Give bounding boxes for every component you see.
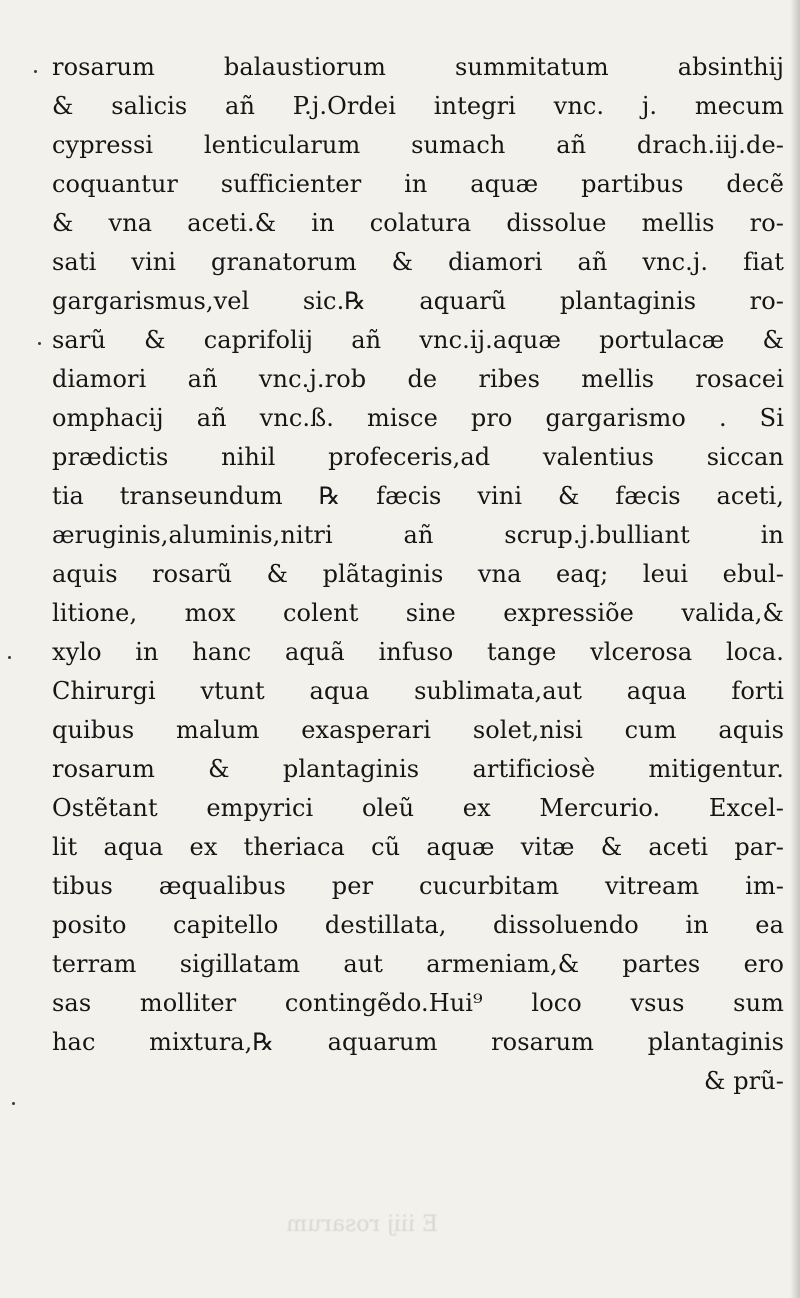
ink-speck <box>38 342 41 345</box>
ink-speck <box>12 1102 15 1105</box>
text-line: posito capitello destillata, dissoluendo in ea <box>52 911 784 939</box>
text-line: tia transeundum ℞ fæcis vini & fæcis aceti, <box>52 482 784 510</box>
text-line: rosarum & plantaginis artificiosè mitigentur. <box>52 755 784 783</box>
text-line: sas molliter contingẽdo.Hui⁹ loco vsus sum <box>52 989 784 1017</box>
page-edge-shadow <box>790 0 800 1298</box>
text-line: hac mixtura,℞ aquarum rosarum plantaginis <box>52 1028 784 1056</box>
bleed-through-text: E iiij rosarum <box>286 1212 438 1237</box>
text-line: terram sigillatam aut armeniam,& partes ero <box>52 950 784 978</box>
text-line: æruginis,aluminis,nitri añ scrup.j.bulliant in <box>52 521 784 549</box>
text-line: aquis rosarũ & plãtaginis vna eaq; leui ebul- <box>52 560 784 588</box>
text-block <box>52 48 784 1101</box>
text-line: lit aqua ex theriaca cũ aquæ vitæ & aceti par- <box>52 833 784 861</box>
text-line: prædictis nihil profeceris,ad valentius siccan <box>52 443 784 471</box>
text-line: rosarum balaustiorum summitatum absinthij <box>52 53 784 81</box>
text-line: omphacij añ vnc.ß. misce pro gargarismo . Si <box>52 404 784 432</box>
catchword-line: & prũ- <box>704 1067 784 1095</box>
text-line: sarũ & caprifolij añ vnc.ij.aquæ portulacæ & <box>52 326 784 354</box>
text-line: Ostẽtant empyrici oleũ ex Mercurio. Excel- <box>52 794 784 822</box>
text-line: & salicis añ P.j.Ordei integri vnc. j. mecum <box>52 92 784 120</box>
text-line: litione, mox colent sine expressiõe valida,& <box>52 599 784 627</box>
text-line: diamori añ vnc.j.rob de ribes mellis rosacei <box>52 365 784 393</box>
text-line: sati vini granatorum & diamori añ vnc.j. fiat <box>52 248 784 276</box>
text-line: tibus æqualibus per cucurbitam vitream im- <box>52 872 784 900</box>
text-line: cypressi lenticularum sumach añ drach.iij.de- <box>52 131 784 159</box>
ink-speck <box>34 70 37 73</box>
ink-speck <box>8 656 11 659</box>
text-line: gargarismus,vel sic.℞ aquarũ plantaginis ro- <box>52 287 784 315</box>
text-line: xylo in hanc aquã infuso tange vlcerosa loca. <box>52 638 784 666</box>
text-line: & vna aceti.& in colatura dissolue mellis ro- <box>52 209 784 237</box>
text-line: Chirurgi vtunt aqua sublimata,aut aqua forti <box>52 677 784 705</box>
text-line: quibus malum exasperari solet,nisi cum aquis <box>52 716 784 744</box>
text-line: coquantur sufficienter in aquæ partibus decẽ <box>52 170 784 198</box>
